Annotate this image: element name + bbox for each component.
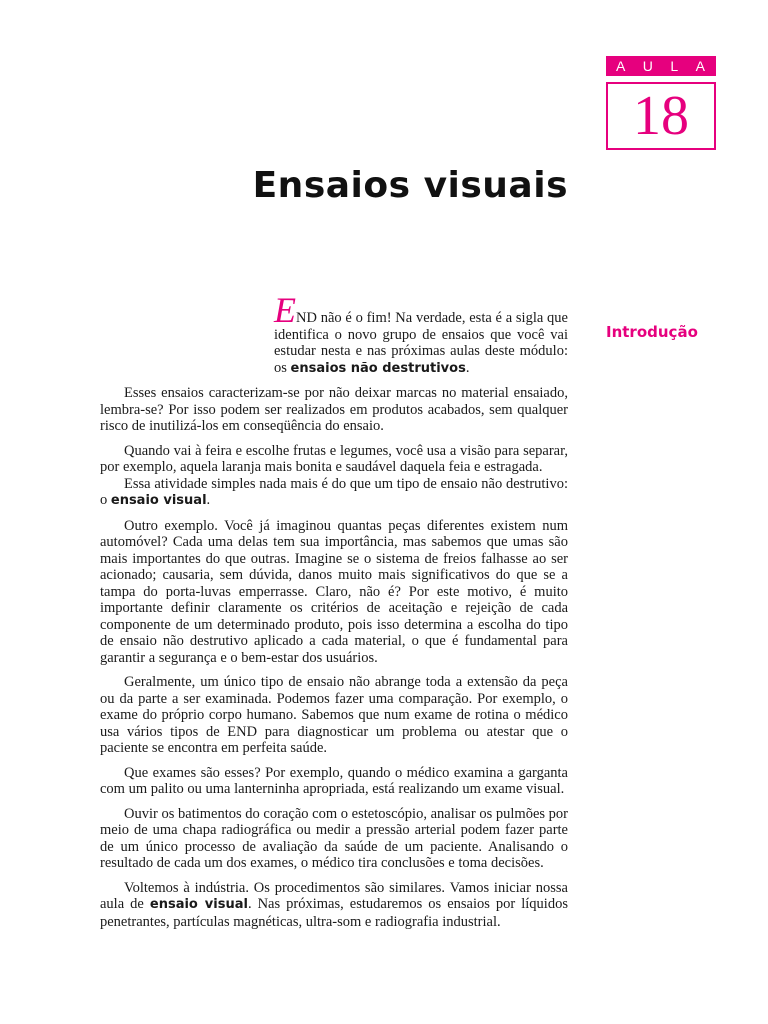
lesson-label-letter: L xyxy=(670,58,680,74)
paragraph: Outro exemplo. Você já imaginou quantas peças diferentes existem num automóvel? Cada uma delas tem sua importância, mas sabemos que umas são mais importantes do que outras. Imagine se o sistema de freios falhasse ao ser acionado; causaria, sem dúvida, danos muito mais significativos do que se a tampa do porta-luvas emperrasse. Claro, não é? Por este motivo, é muito importante definir claramente os critérios de aceitação e rejeição de cada componente de um determinado produto, pois isso determina a escolha do tipo de ensaio não destrutivo aplicado a cada material, o que é fundamental para garantir a segurança e o bem-estar dos usuários. xyxy=(100,517,568,666)
paragraph-intro xyxy=(100,290,568,377)
paragraph-text: . Nas próximas, estudaremos os ensaios por líquidos penetrantes, partículas magnéticas, ultra-som e radiografia industrial. xyxy=(100,896,568,930)
paragraph-text: . xyxy=(206,492,211,508)
paragraph: Esses ensaios caracterizam-se por não deixar marcas no material ensaiado, lembra-se? Por isso podem ser realizados em produtos acabados, sem qualquer risco de inutilizá-los em conseqüência do ensaio. xyxy=(100,385,568,434)
lesson-label-letter: A xyxy=(616,58,627,74)
paragraph xyxy=(100,880,568,931)
paragraph: Ouvir os batimentos do coração com o estetoscópio, analisar os pulmões por meio de uma chapa radiográfica ou medir a pressão arterial podem fazer parte de um único processo de avaliação da saúde de um paciente. Analisando o resultado de cada um dos exames, o médico tira conclusões e toma decisões. xyxy=(100,805,568,871)
lesson-label-letter: U xyxy=(642,58,654,74)
paragraph-text: . xyxy=(465,359,470,376)
lesson-label xyxy=(606,56,716,76)
page-title: Ensaios visuais xyxy=(252,165,568,206)
paragraph: Que exames são esses? Por exemplo, quando o médico examina a garganta com um palito ou uma lanterninha apropriada, está realizando um exame visual. xyxy=(100,764,568,797)
section-label-introduction: Introdução xyxy=(606,323,698,341)
paragraph-text: Essa atividade simples nada mais é do que um tipo de ensaio não destrutivo: o xyxy=(100,475,568,508)
paragraph: Geralmente, um único tipo de ensaio não abrange toda a extensão da peça ou da parte a ser examinada. Podemos fazer uma comparação. Por exemplo, o exame do próprio corpo humano. Sabemos que num exame de rotina o médico usa vários tipos de END para diagnosticar um problema ou atestar que o paciente se encontra em perfeita saúde. xyxy=(100,674,568,756)
paragraph-text: Voltemos à indústria. Os procedimentos são similares. Vamos iniciar nossa aula de xyxy=(100,879,568,912)
drop-cap: E xyxy=(274,290,296,330)
body-text xyxy=(100,290,568,938)
bold-term: ensaios não destrutivos xyxy=(290,360,466,376)
bold-term: ensaio visual xyxy=(149,897,248,912)
paragraph-text: ND não é o fim! Na verdade, esta é a sigla que identifica o novo grupo de ensaios que você vai estudar nesta e nas próximas aulas deste módulo: os xyxy=(274,310,568,376)
paragraph xyxy=(100,476,568,510)
bold-term: ensaio visual xyxy=(110,493,207,508)
lesson-number: 18 xyxy=(606,82,716,150)
lesson-label-letter: A xyxy=(695,58,706,74)
paragraph: Quando vai à feira e escolhe frutas e legumes, você usa a visão para separar, por exemplo, aquela laranja mais bonita e saudável daquela feia e estragada. xyxy=(100,442,568,475)
